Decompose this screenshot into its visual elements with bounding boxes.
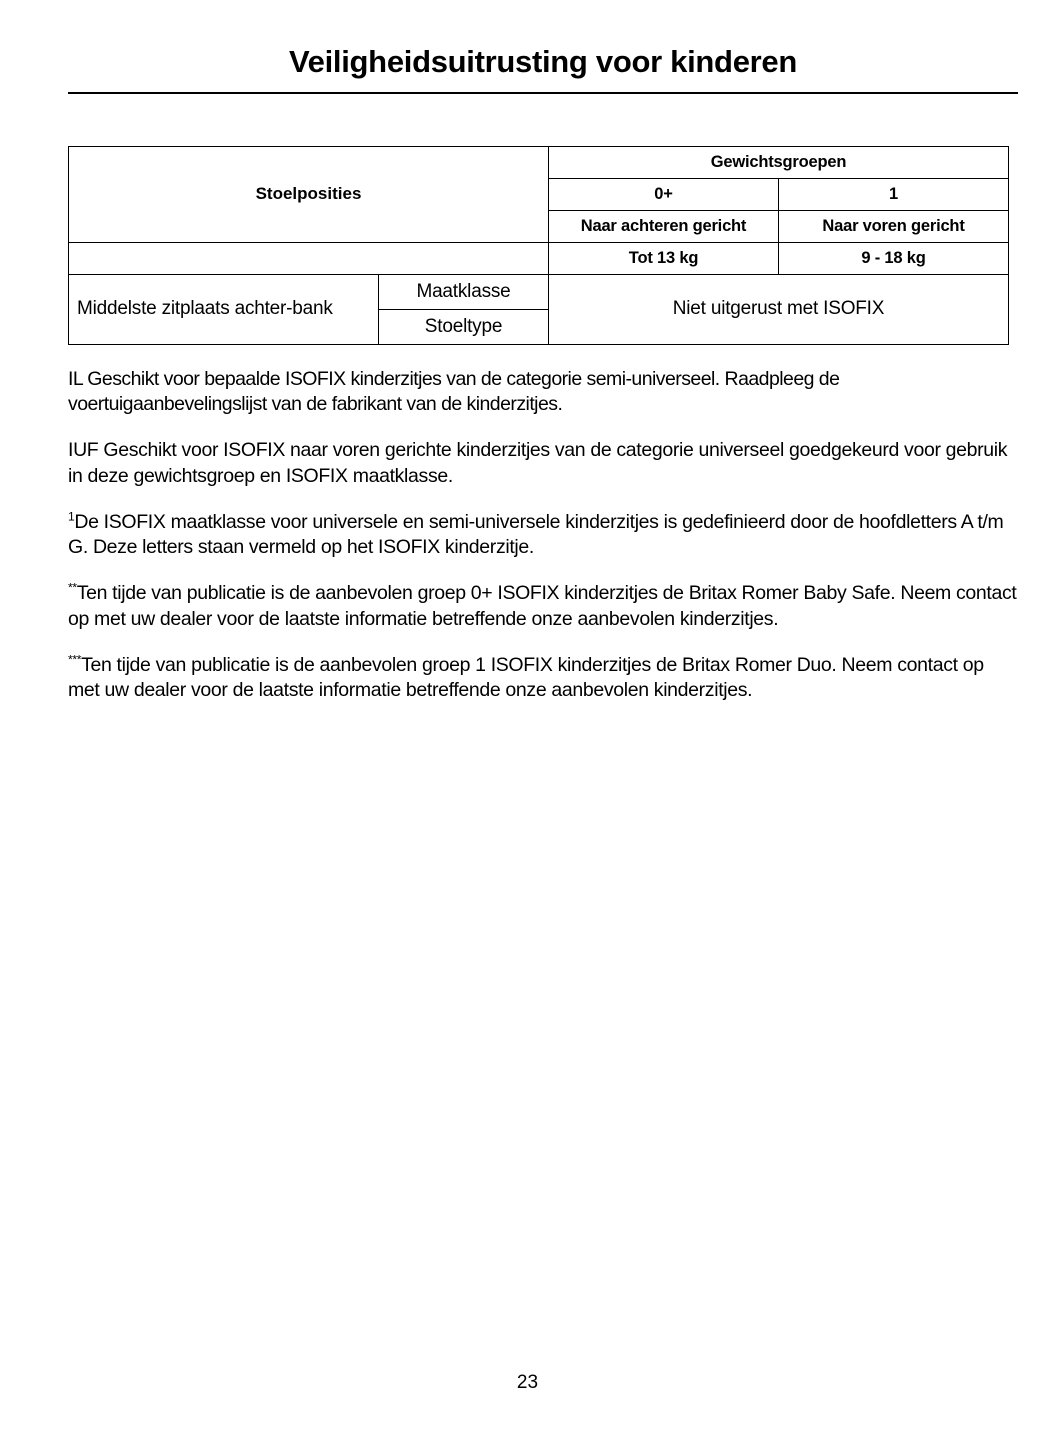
- title-divider: [68, 92, 1018, 94]
- note-il: IL Geschikt voor bepaalde ISOFIX kinderzitjes van de categorie semi-universeel. Raadpleeg de voertuigaanbevelingslijst van de fabrikant van de kinderzitjes.: [68, 367, 840, 416]
- footnote-marker-3: ***: [68, 652, 82, 667]
- table-row: [69, 274, 1009, 309]
- note-footnote-3-text: Ten tijde van publicatie is de aanbevolen groep 1 ISOFIX kinderzitjes de Britax Romer Duo. Neem contact op met uw dealer voor de laatste informatie betreffende onze aanbevolen kinderzitjes.: [68, 653, 984, 702]
- footnote-marker-1: 1: [68, 509, 75, 524]
- note-footnote-3: [68, 653, 1018, 704]
- note-footnote-2-text: Ten tijde van publicatie is de aanbevolen groep 0+ ISOFIX kinderzitjes de Britax Romer Baby Safe. Neem contact op met uw dealer voor de laatste informatie betreffende onze aanbevolen kinderzitjes.: [68, 582, 1017, 630]
- footnote-marker-2: **: [68, 580, 77, 595]
- group-name-0: 0+: [549, 178, 779, 210]
- table-row: [69, 146, 1009, 178]
- page-title: Veiligheidsuitrusting voor kinderen: [289, 44, 797, 79]
- seat-position-label: Middelste zitplaats achter-bank: [69, 274, 379, 344]
- note-footnote-1: [68, 510, 1018, 561]
- isofix-availability-value: Niet uitgerust met ISOFIX: [549, 274, 1009, 344]
- group-weight-0: Tot 13 kg: [549, 242, 779, 274]
- note-iuf: IUF Geschikt voor ISOFIX naar voren gerichte kinderzitjes van de categorie universeel goedgekeurd voor gebruik in deze gewichtsgroep en ISOFIX maatklasse.: [68, 439, 1008, 487]
- attribute-label-stoeltype: Stoeltype: [379, 309, 549, 344]
- weight-groups-header: Gewichtsgroepen: [549, 146, 1009, 178]
- seat-positions-header: Stoelposities: [69, 146, 549, 242]
- group-name-1: 1: [779, 178, 1009, 210]
- page-content: [68, 44, 1018, 724]
- isofix-seat-positions-table: [68, 146, 1009, 345]
- group-direction-0: Naar achteren gericht: [549, 210, 779, 242]
- note-footnote-1-text: De ISOFIX maatklasse voor universele en semi-universele kinderzitjes is gedefinieerd door de hoofdletters A t/m G. Deze letters staan vermeld op het ISOFIX kinderzitje.: [68, 510, 1004, 559]
- attribute-label-maatklasse: Maatklasse: [379, 274, 549, 309]
- group-weight-1: 9 - 18 kg: [779, 242, 1009, 274]
- note-footnote-2: [68, 581, 1018, 632]
- group-direction-1: Naar voren gericht: [779, 210, 1009, 242]
- table-row: [69, 242, 1009, 274]
- page-number: 23: [516, 1372, 539, 1393]
- notes-section: [68, 367, 1018, 704]
